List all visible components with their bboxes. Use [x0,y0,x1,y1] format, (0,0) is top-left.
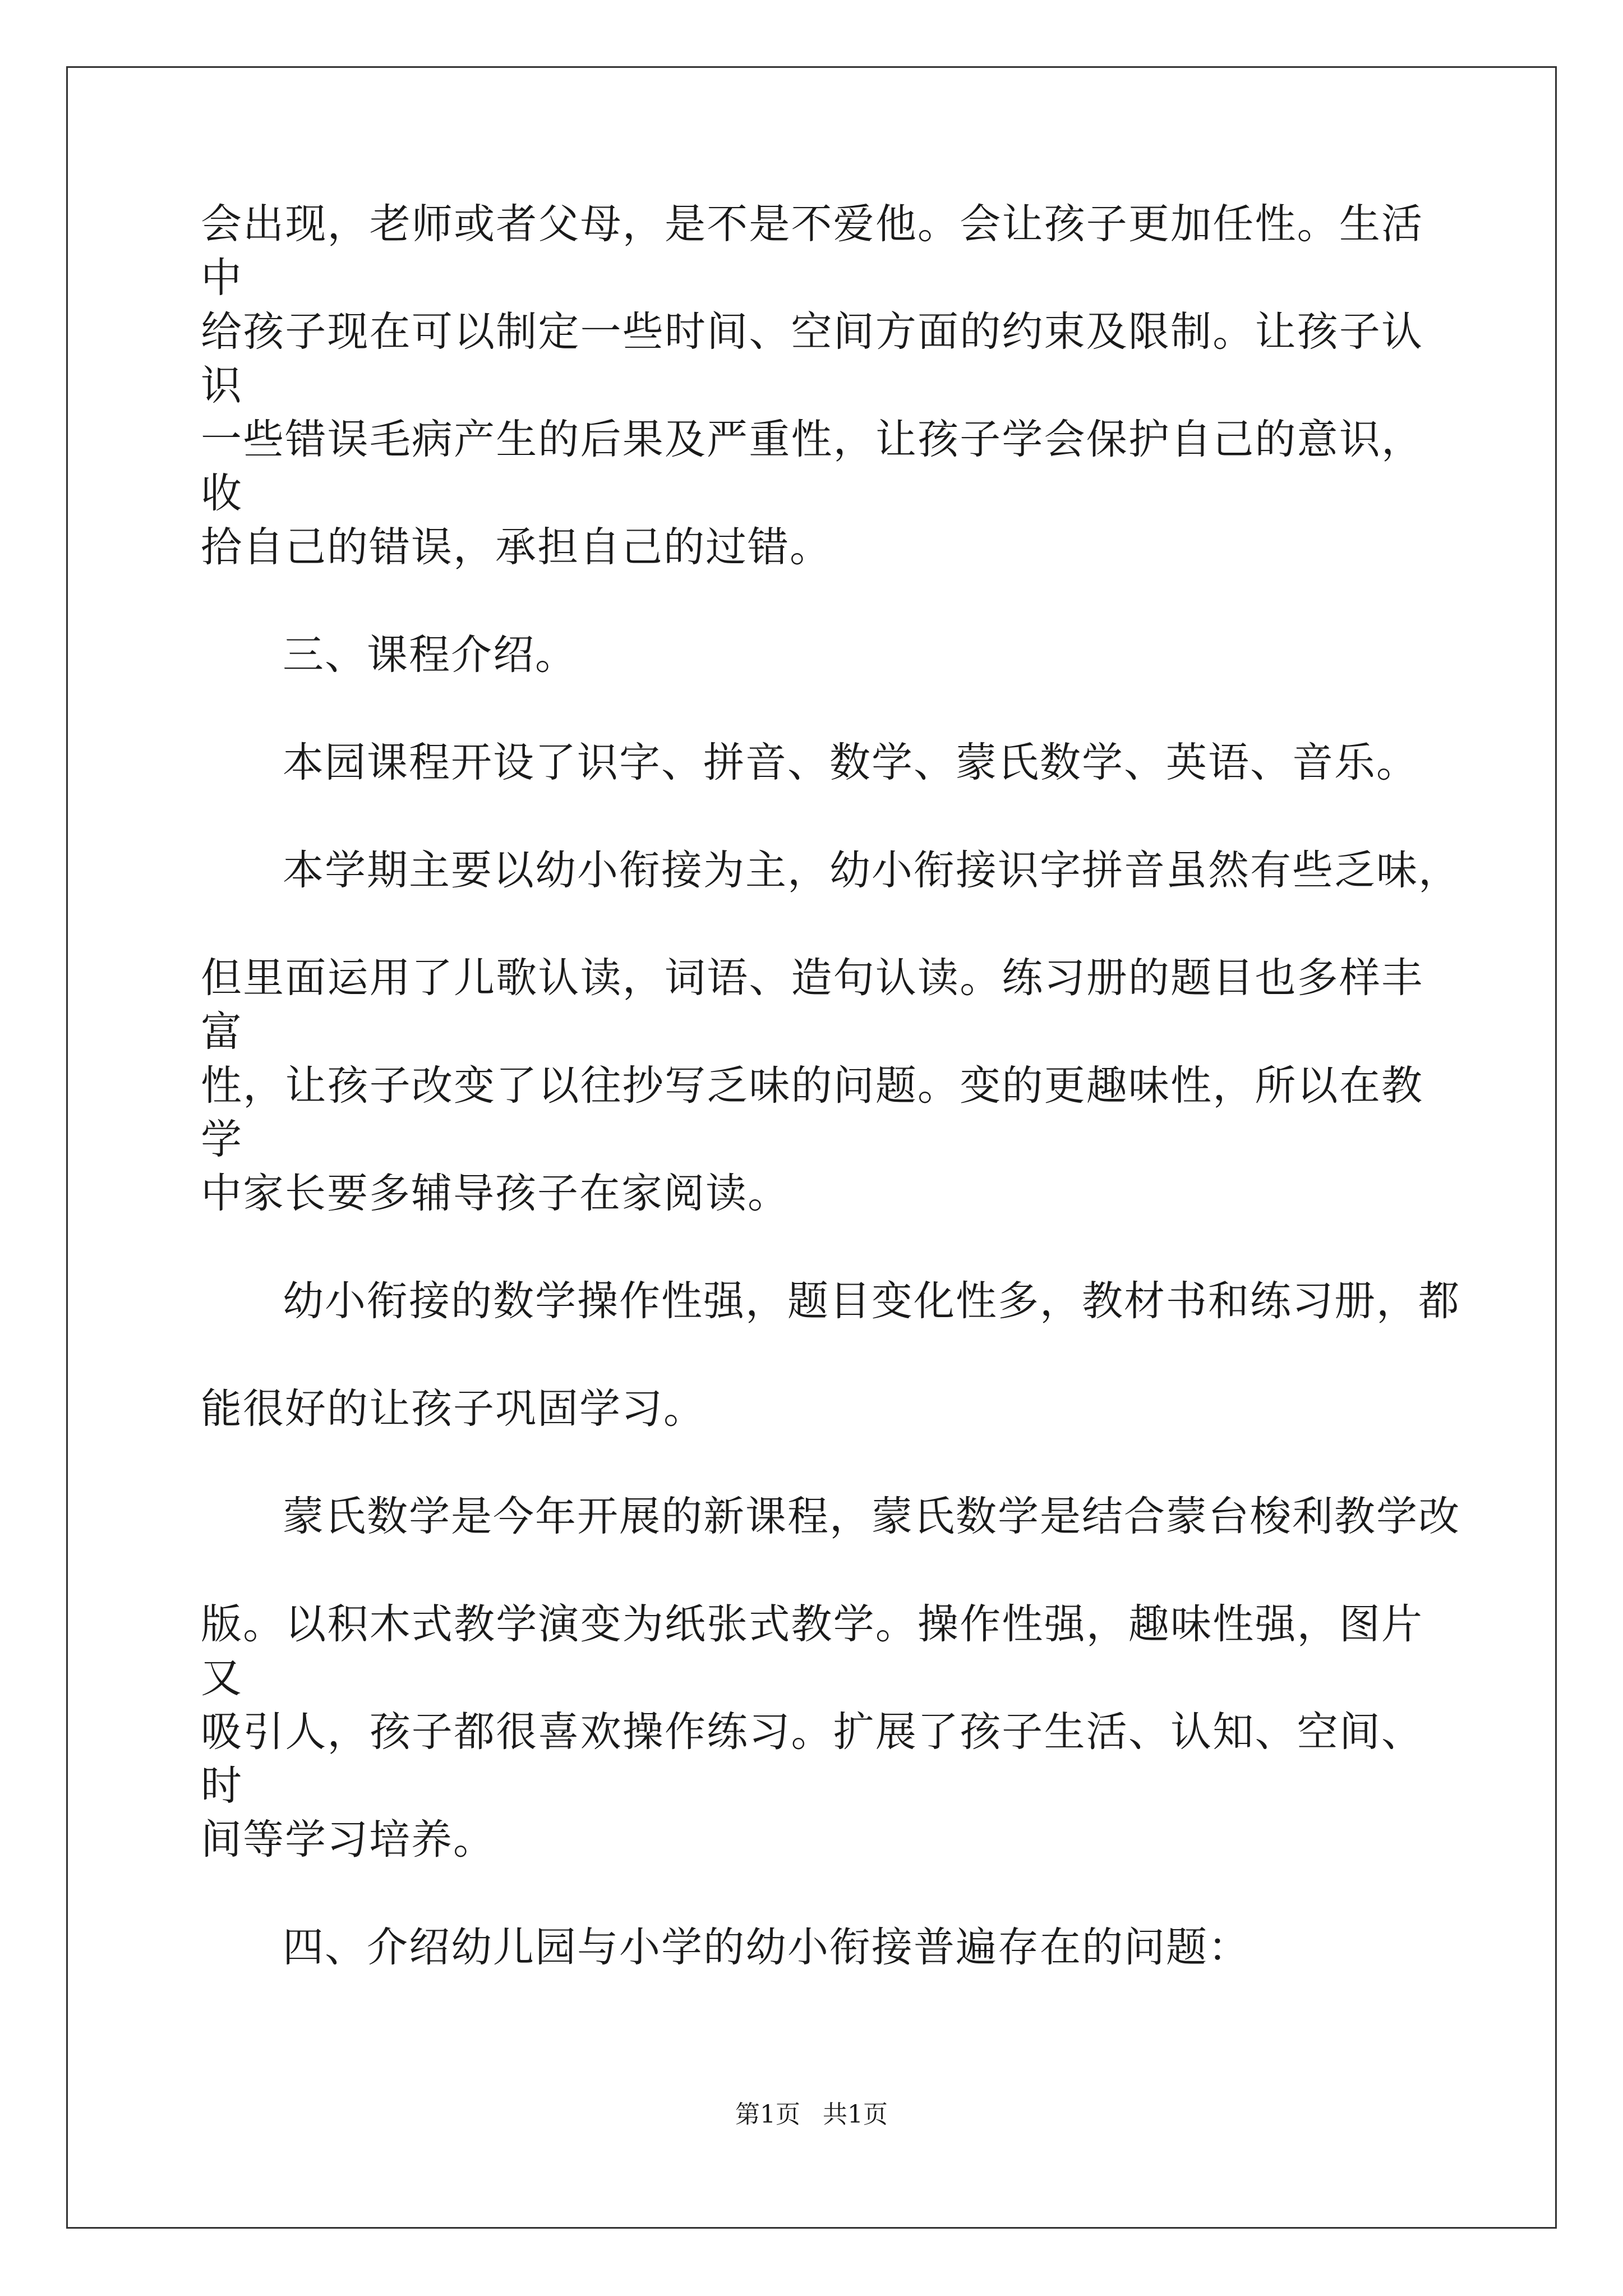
text-line: 间等学习培养。 [201,1816,495,1864]
text-line: 幼小衔接的数学操作性强，题目变化性多，教材书和练习册，都 [283,1277,1460,1325]
page-border [66,66,1557,2229]
text-line: 吸引人，孩子都很喜欢操作练习。扩展了孩子生活、认知、空间、时 [201,1708,1423,1810]
text-line: 但里面运用了儿歌认读，词语、造句认读。练习册的题目也多样丰富 [201,954,1423,1056]
text-line: 本学期主要以幼小衔接为主，幼小衔接识字拼音虽然有些乏味， [283,846,1460,894]
text-line: 性，让孩子改变了以往抄写乏味的问题。变的更趣味性，所以在教学 [201,1062,1423,1163]
text-line: 本园课程开设了识字、拼音、数学、蒙氏数学、英语、音乐。 [283,739,1418,786]
page-total: 共1页 [823,2100,888,2129]
text-line: 能很好的让孩子巩固学习。 [201,1385,706,1433]
section-heading: 四、介绍幼儿园与小学的幼小衔接普遍存在的问题： [283,1924,1250,1971]
text-line: 一些错误毛病产生的后果及严重性，让孩子学会保护自己的意识，收 [201,416,1423,517]
text-line: 版。以积木式教学演变为纸张式教学。操作性强，趣味性强，图片又 [201,1600,1423,1702]
text-line: 中家长要多辅导孩子在家阅读。 [201,1170,790,1217]
section-heading: 三、课程介绍。 [283,631,577,679]
page-number: 第1页 [735,2100,800,2129]
text-line: 蒙氏数学是今年开展的新课程，蒙氏数学是结合蒙台梭利教学改 [283,1493,1460,1540]
text-line: 给孩子现在可以制定一些时间、空间方面的约束及限制。让孩子认识 [201,308,1423,409]
page-footer [0,2098,1623,2132]
text-line: 拾自己的错误，承担自己的过错。 [201,523,832,571]
text-line: 会出现，老师或者父母，是不是不爱他。会让孩子更加任性。生活中 [201,200,1423,302]
